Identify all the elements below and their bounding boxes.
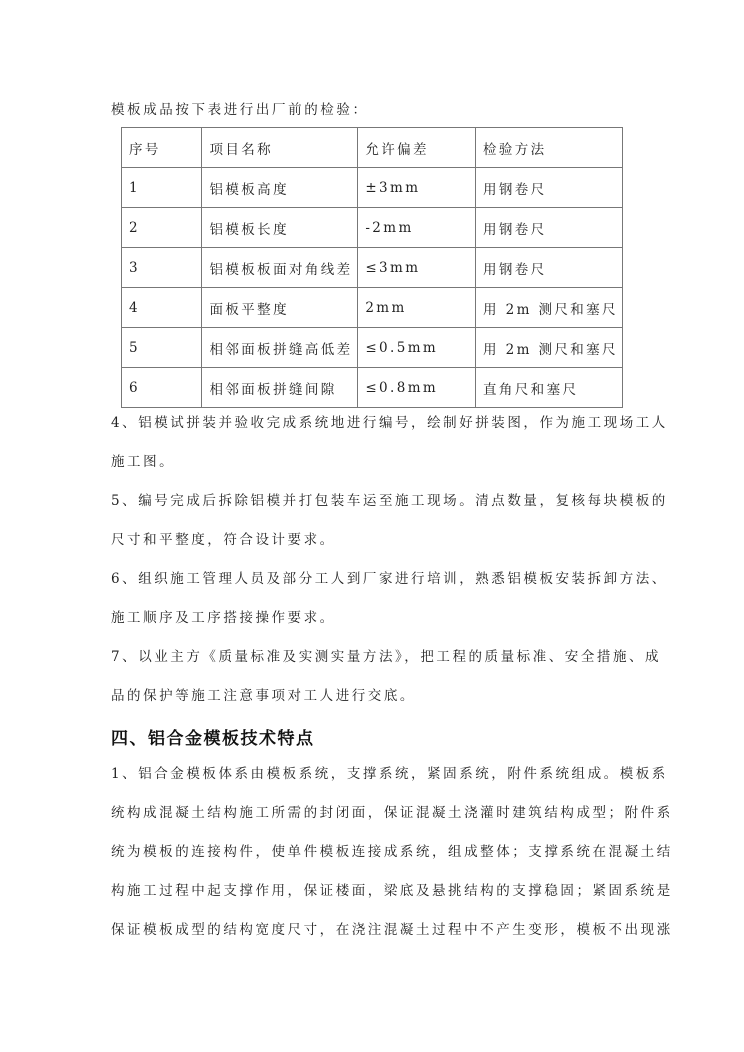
body-line: 保证模板成型的结构宽度尺寸，在浇注混凝土过程中不产生变形，模板不出现涨 [111,922,673,938]
cell-tolerance: ≤3mm [358,248,476,288]
cell-method: 用 2m 测尺和塞尺 [475,328,622,368]
cell-index: 4 [122,288,202,328]
step-line: 7、以业主方《质量标准及实测实量方法》，把工程的质量标准、安全措施、成 [111,649,662,665]
table-row [122,288,623,328]
inspection-table [121,127,623,408]
table-row [122,208,623,248]
preparation-steps [111,404,668,716]
section-heading: 四、铝合金模板技术特点 [111,729,315,749]
intro-paragraph: 模板成品按下表进行出厂前的检验： [111,102,369,118]
body-line: 1、铝合金模板体系由模板系统，支撑系统，紧固系统，附件系统组成。模板系 [111,766,668,782]
header-cell-method: 检验方法 [475,128,622,168]
cell-tolerance: ≤0.5mm [358,328,476,368]
header-cell-index: 序号 [122,128,202,168]
cell-item: 面板平整度 [202,288,358,328]
cell-index: 2 [122,208,202,248]
header-cell-item: 项目名称 [202,128,358,168]
cell-method: 用钢卷尺 [475,248,622,288]
cell-tolerance: 2mm [358,288,476,328]
step-line: 品的保护等施工注意事项对工人进行交底。 [111,688,416,704]
step-line: 4、铝模试拼装并验收完成系统地进行编号，绘制好拼装图，作为施工现场工人 [111,415,668,431]
section-body [111,755,673,950]
cell-item: 铝模板长度 [202,208,358,248]
step-line: 5、编号完成后拆除铝模并打包装车运至施工现场。清点数量，复核每块模板的 [111,493,668,509]
table-row [122,328,623,368]
cell-method: 用钢卷尺 [475,208,622,248]
cell-item: 铝模板高度 [202,168,358,208]
cell-item: 铝模板板面对角线差 [202,248,358,288]
table-row [122,248,623,288]
cell-tolerance: -2mm [358,208,476,248]
table-row [122,168,623,208]
step-line: 6、组织施工管理人员及部分工人到厂家进行培训，熟悉铝模板安装拆卸方法、 [111,571,668,587]
table-header-row [122,128,623,168]
cell-method: 用 2m 测尺和塞尺 [475,288,622,328]
body-line: 统为模板的连接构件，使单件模板连接成系统，组成整体；支撑系统在混凝土结 [111,844,673,860]
step-line: 施工图。 [111,454,176,470]
cell-index: 1 [122,168,202,208]
cell-item: 相邻面板拼缝高低差 [202,328,358,368]
table-row [122,368,623,408]
body-line: 统构成混凝土结构施工所需的封闭面，保证混凝土浇灌时建筑结构成型；附件系 [111,805,673,821]
cell-index: 5 [122,328,202,368]
cell-index: 6 [122,368,202,408]
body-line: 构施工过程中起支撑作用，保证楼面，梁底及悬挑结构的支撑稳固；紧固系统是 [111,883,673,899]
header-cell-tolerance: 允许偏差 [358,128,476,168]
cell-tolerance: ≤0.8mm [358,368,476,408]
cell-item: 相邻面板拼缝间隙 [202,368,358,408]
cell-index: 3 [122,248,202,288]
cell-method: 用钢卷尺 [475,168,622,208]
cell-tolerance: ±3mm [358,168,476,208]
step-line: 尺寸和平整度，符合设计要求。 [111,532,336,548]
step-line: 施工顺序及工序搭接操作要求。 [111,610,336,626]
cell-method: 直角尺和塞尺 [475,368,622,408]
